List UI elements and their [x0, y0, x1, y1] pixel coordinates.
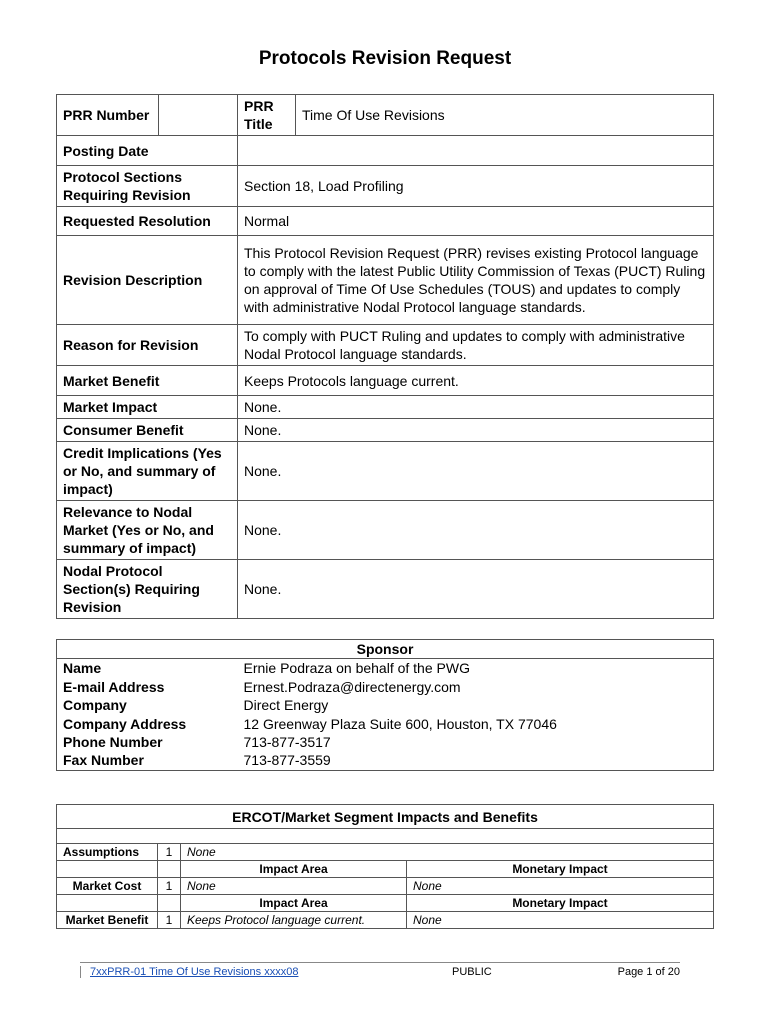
footer-doc-link[interactable]: 7xxPRR-01 Time Of Use Revisions xxxx08: [90, 966, 299, 978]
page-title: Protocols Revision Request: [258, 48, 512, 69]
sponsor-address-label: Company Address: [63, 715, 187, 732]
revision-description-value: This Protocol Revision Request (PRR) revises existing Protocol language to comply with the latest Public Utility Commission of Texas (PUCT) Ruling on approval of Time Of Use Schedules (TOUS) and updates to comply with administrative Nodal Protocol language standards.: [238, 236, 714, 325]
impacts-table: [56, 804, 714, 929]
posting-date-value: [238, 136, 714, 166]
market-benefit-value: Keeps Protocols language current.: [238, 366, 714, 396]
sponsor-company-label: Company: [63, 697, 127, 714]
sponsor-company-value: Direct Energy: [243, 697, 329, 714]
market-cost-num-spacer: [158, 861, 181, 878]
market-benefit-num-spacer: [158, 895, 181, 912]
market-benefit-num: 1: [158, 912, 181, 929]
consumer-benefit-label: Consumer Benefit: [57, 419, 238, 442]
market-cost-label: Market Cost: [57, 878, 158, 895]
reason-for-revision-value: To comply with PUCT Ruling and updates to comply with administrative Nodal Protocol language standards.: [238, 325, 714, 366]
sponsor-address-value: 12 Greenway Plaza Suite 600, Houston, TX 77046: [243, 715, 557, 732]
reason-for-revision-label: Reason for Revision: [57, 325, 238, 366]
protocol-sections-label: Protocol Sections Requiring Revision: [57, 166, 238, 207]
relevance-nodal-value: None.: [238, 501, 714, 560]
market-benefit-monetary: None: [407, 912, 714, 929]
sponsor-fax-label: Fax Number: [63, 752, 144, 769]
market-cost-spacer: [57, 861, 158, 878]
market-impact-label: Market Impact: [57, 396, 238, 419]
sponsor-email-label: E-mail Address: [63, 678, 165, 695]
assumptions-value: None: [181, 844, 714, 861]
market-cost-monetary: None: [407, 878, 714, 895]
assumptions-num: 1: [158, 844, 181, 861]
monetary-impact-header: Monetary Impact: [407, 861, 714, 878]
prr-number-label: PRR Number: [57, 95, 159, 136]
market-cost-area: None: [181, 878, 407, 895]
impacts-spacer: [57, 829, 714, 844]
sponsor-header: Sponsor: [57, 640, 714, 659]
assumptions-label: Assumptions: [57, 844, 158, 861]
sponsor-email-value: Ernest.Podraza@directenergy.com: [243, 678, 461, 695]
footer-divider: [80, 966, 81, 978]
protocol-sections-value: Section 18, Load Profiling: [238, 166, 714, 207]
posting-date-label: Posting Date: [57, 136, 238, 166]
nodal-protocol-sections-value: None.: [238, 560, 714, 619]
requested-resolution-label: Requested Resolution: [57, 207, 238, 236]
footer-page-number: Page 1 of 20: [617, 966, 680, 978]
credit-implications-value: None.: [238, 442, 714, 501]
market-benefit-label: Market Benefit: [57, 366, 238, 396]
page-footer: [80, 962, 680, 978]
prr-title-value: Time Of Use Revisions: [296, 95, 714, 136]
market-benefit-spacer: [57, 895, 158, 912]
sponsor-table: [56, 639, 714, 771]
sponsor-name-value: Ernie Podraza on behalf of the PWG: [243, 660, 470, 677]
market-cost-num: 1: [158, 878, 181, 895]
impact-area-header-2: Impact Area: [181, 895, 407, 912]
market-benefit-area: Keeps Protocol language current.: [181, 912, 407, 929]
impact-area-header: Impact Area: [181, 861, 407, 878]
monetary-impact-header-2: Monetary Impact: [407, 895, 714, 912]
revision-description-label: Revision Description: [57, 236, 238, 325]
impacts-header: ERCOT/Market Segment Impacts and Benefits: [57, 805, 714, 829]
prr-number-value: [159, 95, 238, 136]
market-impact-value: None.: [238, 396, 714, 419]
relevance-nodal-label: Relevance to Nodal Market (Yes or No, and summary of impact): [57, 501, 238, 560]
sponsor-phone-label: Phone Number: [63, 734, 163, 751]
sponsor-phone-value: 713-877-3517: [243, 734, 331, 751]
market-benefit-label-row: Market Benefit: [57, 912, 158, 929]
nodal-protocol-sections-label: Nodal Protocol Section(s) Requiring Revision: [57, 560, 238, 619]
request-table: [56, 94, 714, 619]
credit-implications-label: Credit Implications (Yes or No, and summary of impact): [57, 442, 238, 501]
sponsor-fax-value: 713-877-3559: [243, 752, 331, 769]
requested-resolution-value: Normal: [238, 207, 714, 236]
sponsor-name-label: Name: [63, 660, 102, 677]
consumer-benefit-value: None.: [238, 419, 714, 442]
prr-title-label: PRR Title: [238, 95, 296, 136]
footer-classification: PUBLIC: [452, 966, 492, 978]
